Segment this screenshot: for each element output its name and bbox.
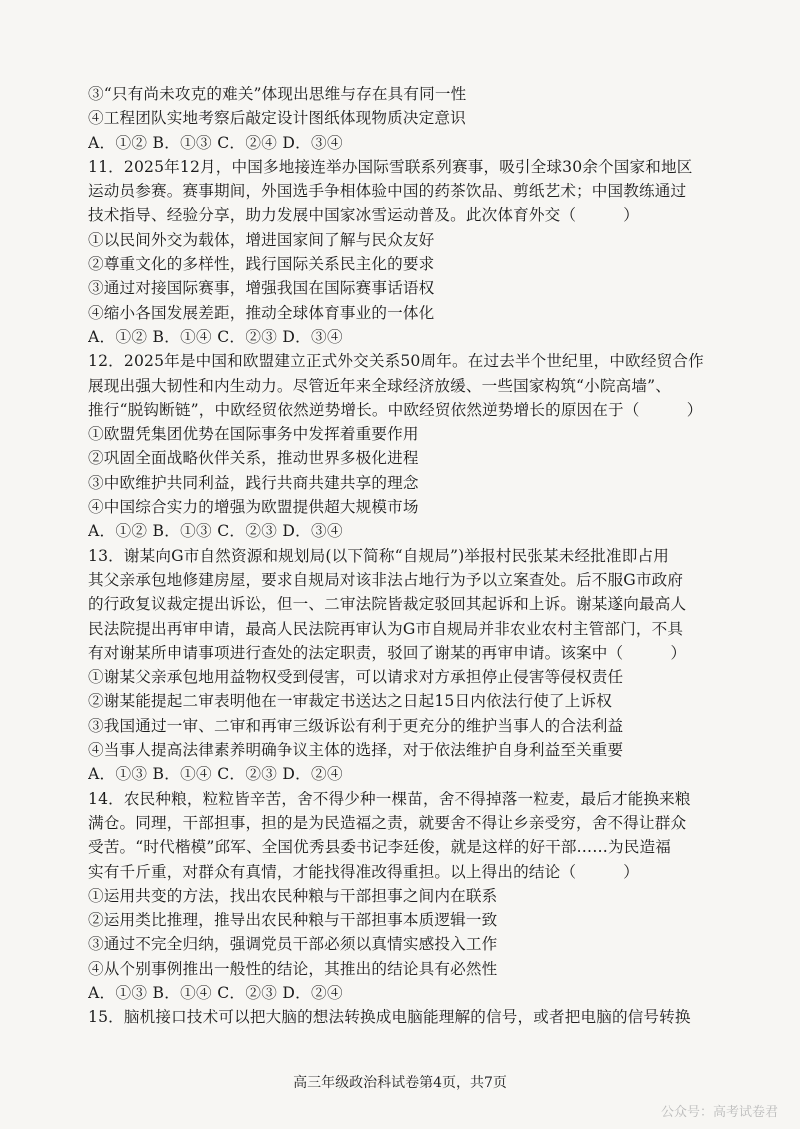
- answer-choices: A．①③ B．①④ C．②③ D．②④: [88, 983, 343, 1002]
- option-line: ③我国通过一审、二审和再审三级诉讼有利于更充分的维护当事人的合法利益: [88, 716, 624, 735]
- option-line: ①谢某父亲承包地用益物权受到侵害，可以请求对方承担停止侵害等侵权责任: [88, 668, 624, 687]
- question-14-stem: 满仓。同理，干部担事，担的是为民造福之责，就要舍不得让乡亲受穷，舍不得让群众: [88, 813, 687, 832]
- question-12-stem: 推行“脱钩断链”，中欧经贸依然逆势增长。中欧经贸依然逆势增长的原因在于（ ）: [88, 400, 703, 419]
- page-footer: 高三年级政治科试卷第4页，共7页: [293, 1075, 507, 1091]
- answer-choices: A．①② B．①④ C．②③ D．③④: [88, 327, 343, 346]
- option-line: ③“只有尚未攻克的难关”体现出思维与存在具有同一性: [88, 85, 467, 103]
- option-line: ②尊重文化的多样性，践行国际关系民主化的要求: [88, 255, 435, 274]
- option-line: ②运用类比推理，推导出农民种粮与干部担事本质逻辑一致: [88, 911, 498, 930]
- question-11-stem: 11．2025年12月，中国多地接连举办国际雪联系列赛事，吸引全球30余个国家和地区: [88, 157, 693, 176]
- option-line: ②巩固全面战略伙伴关系，推动世界多极化进程: [88, 449, 419, 468]
- question-14-stem: 实有千斤重，对群众有真情，才能找得准改得重担。以上得出的结论（ ）: [88, 862, 640, 881]
- option-line: ①运用共变的方法，找出农民种粮与干部担事之间内在联系: [88, 886, 498, 905]
- question-14-stem: 14．农民种粮，粒粒皆辛苦，舍不得少种一棵苗，舍不得掉落一粒麦，最后才能换来粮: [88, 789, 691, 808]
- question-11-stem: 技术指导、经验分享，助力发展中国家冰雪运动普及。此次体育外交（ ）: [88, 206, 640, 225]
- option-line: ④从个别事例推出一般性的结论，其推出的结论具有必然性: [88, 959, 498, 978]
- option-line: ③通过不完全归纳，强调党员干部必须以真情实感投入工作: [88, 935, 498, 954]
- page-content: [88, 82, 724, 1030]
- answer-choices: A．①③ B．①④ C．②③ D．②④: [88, 765, 343, 784]
- question-12-stem: 12．2025年是中国和欧盟建立正式外交关系50周年。在过去半个世纪里，中欧经贸合作: [88, 352, 704, 371]
- option-line: ①欧盟凭集团优势在国际事务中发挥着重要作用: [88, 425, 419, 444]
- question-13-stem: 13．谢某向G市自然资源和规划局(以下简称“自规局”)举报村民张某未经批准即占用: [88, 546, 670, 565]
- option-line: ③中欧维护共同利益，践行共商共建共享的理念: [88, 473, 419, 492]
- option-line: ③通过对接国际赛事，增强我国在国际赛事话语权: [88, 279, 435, 298]
- question-14-stem: 受苦。“时代楷模”邱军、全国优秀县委书记李廷俊，就是这样的好干部……为民造福: [88, 838, 672, 857]
- watermark: 公众号：高考试卷君: [660, 1105, 778, 1120]
- question-13-stem: 其父亲承包地修建房屋，要求自规局对该非法占地行为予以立案查处。后不服G市政府: [88, 570, 684, 589]
- question-11-stem: 运动员参赛。赛事期间，外国选手争相体验中国的药茶饮品、剪纸艺术；中国教练通过: [88, 182, 687, 201]
- option-line: ④工程团队实地考察后敲定设计图纸体现物质决定意识: [88, 109, 466, 128]
- option-line: ④缩小各国发展差距，推动全球体育事业的一体化: [88, 303, 435, 322]
- option-line: ①以民间外交为载体，增进国家间了解与民众友好: [88, 230, 435, 249]
- question-13-stem: 有对谢某所申请事项进行查处的法定职责，驳回了谢某的再审申请。该案中（ ）: [88, 643, 687, 662]
- question-15-stem: 15．脑机接口技术可以把大脑的想法转换成电脑能理解的信号，或者把电脑的信号转换: [88, 1008, 691, 1027]
- option-line: ④中国综合实力的增强为欧盟提供超大规模市场: [88, 498, 419, 517]
- answer-choices: A．①② B．①③ C．②④ D．③④: [88, 133, 343, 152]
- option-line: ②谢某能提起二审表明他在一审裁定书送达之日起15日内依法行使了上诉权: [88, 692, 612, 711]
- question-12-stem: 展现出强大韧性和内生动力。尽管近年来全球经济放缓、一些国家构筑“小院高墙”、: [88, 376, 672, 395]
- question-13-stem: 民法院提出再审申请，最高人民法院再审认为G市自规局并非农业农村主管部门，不具: [88, 619, 684, 638]
- question-13-stem: 的行政复议裁定提出诉讼，但一、二审法院皆裁定驳回其起诉和上诉。谢某遂向最高人: [88, 595, 687, 614]
- option-line: ④当事人提高法律素养明确争议主体的选择，对于依法维护自身利益至关重要: [88, 741, 624, 760]
- answer-choices: A．①② B．①③ C．②③ D．③④: [88, 522, 343, 541]
